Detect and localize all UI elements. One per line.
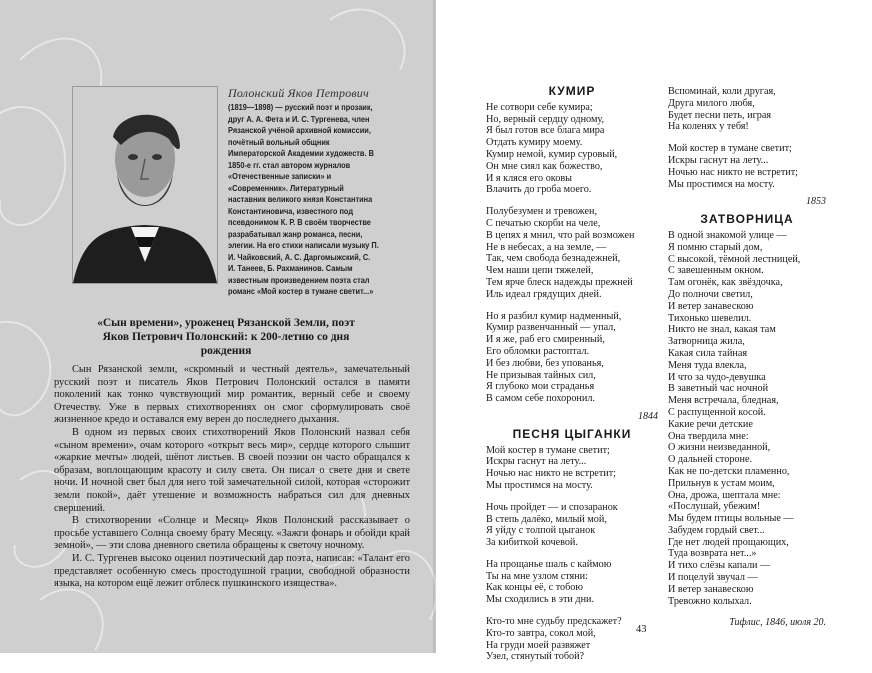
poem-line: Отдать кумиру моему.	[486, 137, 583, 149]
article-body	[54, 364, 410, 591]
poem-line: И без любви, без упованья,	[486, 357, 604, 369]
poem-line: На коленях у тебя!	[668, 121, 749, 133]
poem-line: В цепях я мнил, что рай возможен	[486, 229, 635, 241]
poem-stanza	[486, 559, 658, 606]
paragraph: Сын Рязанской земли, «скромный и честный деятель», замечательный русский поэт и писатель Яков Петрович Полонский остался в памяти поколений как тонко чувствующий мир романтик, верный себе и своему Отечеству. Уже в первых стихотворениях он смог сформулировать своё жизненное кредо и оставался ему верен до последнего дыхания.	[54, 364, 410, 426]
left-page	[0, 0, 436, 653]
bio-name: Полонский Яков Петрович	[228, 86, 369, 100]
poem-line: Мой костер в тумане светит;	[486, 444, 610, 456]
poem-line: Тем ярче блеск надежды прежней	[486, 276, 633, 288]
poem-line: Тревожно колыхал.	[668, 595, 752, 607]
paragraph: В одном из первых своих стихотворений Яков Полонский назвал себя «сыном времени», очам которого «открыт весь мир», сердце которого слышит «жаркие мечты» людей, шёпот листьев. В своей поэзии он часто обращался к образам, воплощающим красоту и силу света. Он писал о свете дня и свете ночи. И ночной свет был для него той замечательной силой, которая «сторожит земли покой», даёт утешение и возможность набраться сил для дневных свершений.	[54, 426, 410, 514]
poem-line: Меня туда влекла,	[668, 359, 747, 371]
poem-line: И я же, раб его смиренный,	[486, 334, 605, 346]
poem-line: Как концы её, с тобою	[486, 582, 584, 594]
poem-line: И что за чудо-девушка	[668, 371, 766, 383]
poem-line: Она, дрожа, шептала мне:	[668, 489, 781, 501]
poem-line: Где нет людей прощающих,	[668, 536, 789, 548]
poem-line: Там огонёк, как звёздочка,	[668, 277, 783, 289]
poem-line: Я уйду с толпой цыганок	[486, 525, 596, 537]
poem-line: Узел, стянутый тобой?	[486, 651, 585, 663]
poem-date: 1853	[806, 196, 826, 208]
poem-date: 1844	[638, 410, 658, 422]
poem-line: Кто-то завтра, сокол мой,	[486, 627, 596, 639]
poem-line: В степь далёко, милый мой,	[486, 513, 607, 525]
poem-line: Но я разбил кумир надменный,	[486, 310, 622, 322]
poem-line: И тихо слёзы капали —	[668, 560, 771, 572]
poem-stanza	[668, 230, 826, 608]
poem-line: За кибиткой кочевой.	[486, 537, 578, 549]
poem-line: Друга милого любя,	[668, 97, 755, 109]
paragraph: И. С. Тургенев высоко оценил поэтический дар поэта, написав: «Талант его представляет особенную смесь простодушной грации, свободной образности языка, на котором ещё лежит отблеск пушкинского изящества».	[54, 552, 410, 590]
poem-line: Не в небесах, а на земле, —	[486, 241, 607, 253]
poem-line: Мой костер в тумане светит;	[668, 143, 792, 155]
poem-line: О дальней стороне.	[668, 454, 753, 466]
poem-line: Прильнув к устам моим,	[668, 477, 775, 489]
poem-line: О жизни неизведанной,	[668, 442, 771, 454]
poem-line: Но, верный сердцу одному,	[486, 113, 605, 125]
poem-stanza	[486, 102, 658, 196]
poem-place-date: Тифлис, 1846, июля 20.	[729, 617, 826, 629]
poem-line: До полночи светил,	[668, 288, 753, 300]
poem-line: Я глубоко мои страданья	[486, 381, 595, 393]
poem-line: С завешенным окном.	[668, 265, 764, 277]
poem-line: Так, чем свобода безнадежней,	[486, 253, 621, 265]
poem-line: Ночь пройдет — и спозаранок	[486, 501, 618, 513]
poem-line: Будет песни петь, играя	[668, 109, 772, 121]
poem-column-1	[486, 86, 658, 673]
poem-line: Его обломки растоптал.	[486, 345, 590, 357]
poem-line: С печатью скорби на челе,	[486, 217, 601, 229]
poem-line: Иль идеал грядущих дней.	[486, 288, 602, 300]
poem-line: Ты на мне узлом стяни:	[486, 570, 588, 582]
poem-line: Какие речи детские	[668, 418, 753, 430]
poem-line: В заветный час ночной	[668, 383, 769, 395]
poem-title-zatvornitsa: ЗАТВОРНИЦА	[700, 212, 794, 227]
poem-line: Она твердила мне:	[668, 430, 749, 442]
poem-stanza	[668, 86, 826, 133]
poem-line: Забудем гордый свет...	[668, 524, 765, 536]
poem-line: И ветер занавескою	[668, 583, 754, 595]
poem-line: Затворница жила,	[668, 336, 745, 348]
poem-stanza	[668, 143, 826, 190]
poem-line: Кумир развенчанный — упал,	[486, 322, 616, 334]
poem-line: Ночью нас никто не встретит;	[486, 468, 617, 480]
poem-line: Не сотвори себе кумира;	[486, 101, 593, 113]
poem-line: И поцелуй звучал —	[668, 572, 758, 584]
poem-line: С высокой, тёмной лестницей,	[668, 253, 801, 265]
poem-line: Кумир немой, кумир суровый,	[486, 148, 618, 160]
poem-line: Как не по-детски пламенно,	[668, 465, 790, 477]
poem-line: Искры гаснут на лету...	[486, 456, 587, 468]
poem-line: Вспоминай, коли другая,	[668, 86, 776, 97]
poem-line: Мы будем птицы вольные —	[668, 513, 794, 525]
poem-line: В самом себе похоронил.	[486, 393, 595, 405]
poem-title-gypsy-song: ПЕСНЯ ЦЫГАНКИ	[512, 426, 632, 441]
poem-line: Не призывая тайных сил,	[486, 369, 596, 381]
poem-line: Полубезумен и тревожен,	[486, 206, 597, 218]
poem-stanza	[486, 311, 658, 405]
poem-line: Тихонько шевелил.	[668, 312, 752, 324]
poem-line: И я кляся его оковы	[486, 172, 572, 184]
poem-stanza	[486, 206, 658, 300]
poem-line: Меня встречала, бледная,	[668, 395, 779, 407]
poem-line: Мы простимся на мосту.	[486, 479, 593, 491]
poem-line: Я был готов все блага мира	[486, 125, 605, 137]
poem-line: Какая сила тайная	[668, 347, 748, 359]
poem-line: Я помню старый дом,	[668, 241, 763, 253]
poem-line: Влачить до гроба моего.	[486, 184, 592, 196]
poem-line: Туда возврата нет...»	[668, 548, 757, 560]
poem-stanza	[486, 445, 658, 492]
poem-line: На прощанье шаль с каймою	[486, 558, 612, 570]
poem-line: Ночью нас никто не встретит;	[668, 166, 799, 178]
poem-line: Мы простимся на мосту.	[668, 178, 775, 190]
poem-line: «Послушай, убежим!	[668, 501, 761, 513]
poem-line: Кто-то мне судьбу предскажет?	[486, 616, 622, 628]
page-number: 43	[636, 624, 647, 635]
poem-line: В одной знакомой улице —	[668, 229, 787, 241]
bio-text: (1819—1898) — русский поэт и прозаик, друг А. А. Фета и И. С. Тургенева, член Рязанской учёной архивной комиссии, почётный вольный общник Императорской Академии художеств. В 1850-е гг. стал автором журналов «Отечественные записки» и «Современник». Литературный наставник великого князя Константина Константиновича, известного под псевдонимом К. Р. В своём творчестве разрабатывал жанр романса, песни, элегии. На его стихи написали музыку П. И. Чайковский, А. С. Даргомыжский, С. И. Танеев, Б. Рахманинов. Самым известным произведением поэта стал романс «Мой костер в тумане светит...»	[228, 102, 379, 296]
portrait-photo	[72, 86, 218, 284]
poem-line: С распущенной косой.	[668, 406, 766, 418]
poem-line: Мы сходились в эти дни.	[486, 594, 595, 606]
poem-line: И ветер занавескою	[668, 300, 754, 312]
poem-line: Никто не знал, какая там	[668, 324, 776, 336]
poem-stanza	[486, 502, 658, 549]
poem-line: Чем наши цепи тяжелей,	[486, 265, 594, 277]
poem-line: На груди моей развяжет	[486, 639, 591, 651]
poem-line: Он мне сиял как божество,	[486, 160, 603, 172]
poem-title-kumir: КУМИР	[548, 84, 596, 98]
poem-line: Искры гаснут на лету...	[668, 154, 769, 166]
article-headline: «Сын времени», уроженец Рязанской Земли, поэт Яков Петрович Полонский: к 200-летию со дня рождения	[97, 317, 355, 357]
poem-column-2	[668, 86, 826, 629]
paragraph: В стихотворении «Солнце и Месяц» Яков Полонский рассказывает о просьбе уставшего Солнца своему брату Месяцу. «Зажги фонарь и обойди край земной», — эти слова дневного светила обращены к светочу ночному.	[54, 515, 410, 552]
poem-stanza	[486, 616, 658, 663]
